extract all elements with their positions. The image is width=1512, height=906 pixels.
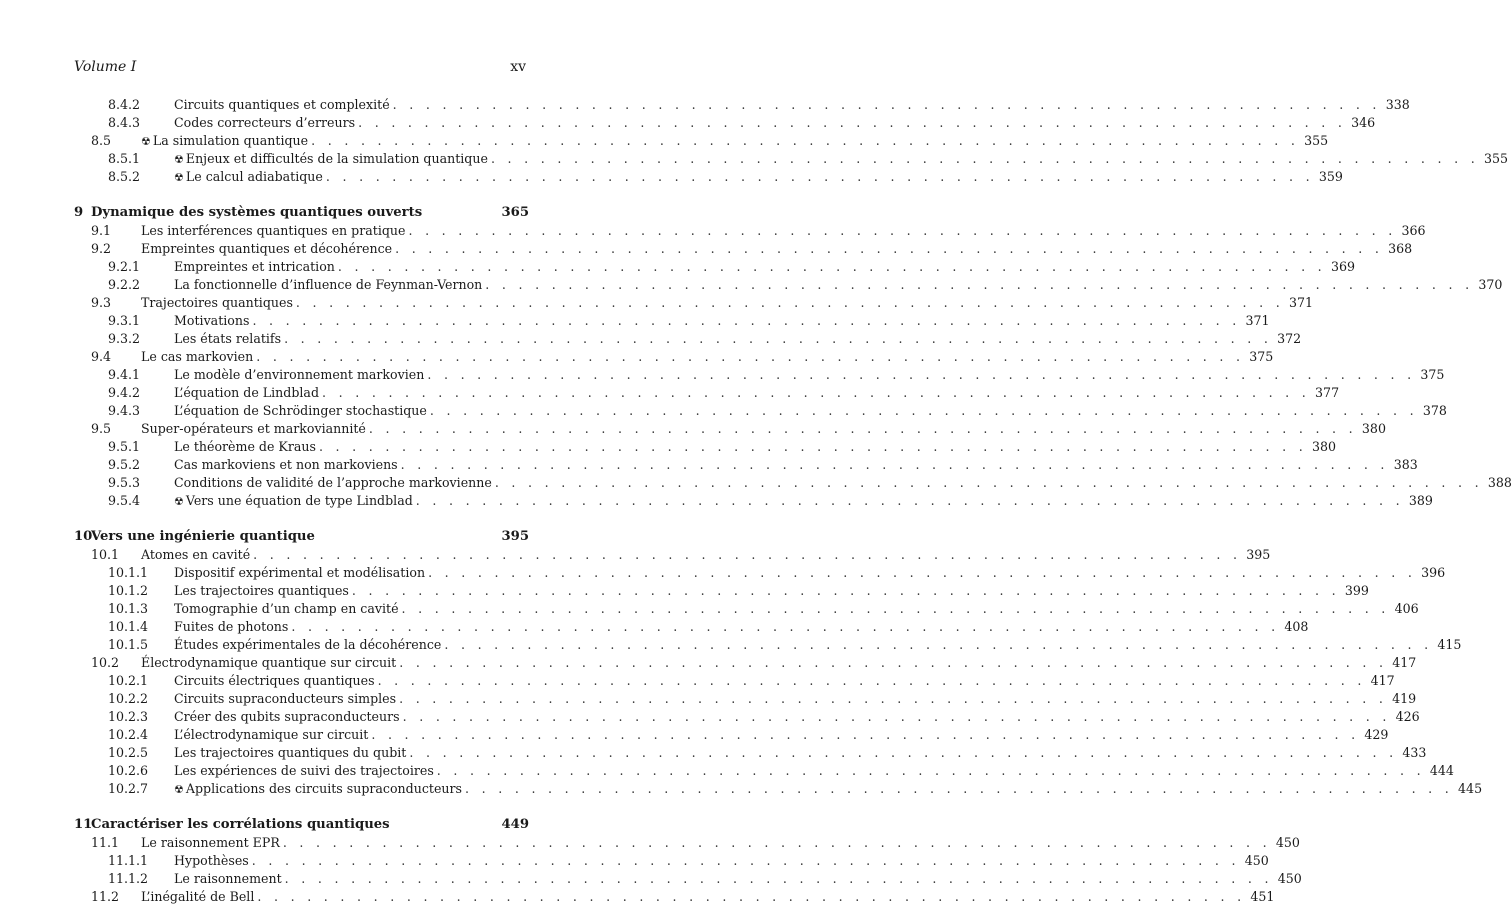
toc-page-number: 399: [1344, 583, 1369, 598]
toc-number: 9.3.1: [108, 313, 141, 328]
toc-number: 8.5.2: [108, 169, 141, 184]
toc-title: [174, 726, 368, 744]
toc-title-text: Vers une équation de type Lindblad: [185, 492, 413, 508]
dot-leader: . . . . . . . . . . . . . . . . . . . . . . . . . . . . . . . . . . . . . . . . . . . . . . . . . . . . . . . . . . . .: [311, 133, 1300, 148]
toc-page-number: 419: [1392, 691, 1417, 706]
toc-page-number: 368: [1388, 241, 1413, 256]
dot-leader: . . . . . . . . . . . . . . . . . . . . . . . . . . . . . . . . . . . . . . . . . . . . . . . . . . . . . . . . . . . .: [399, 655, 1388, 670]
toc-title-text: L’équation de Lindblad: [174, 385, 320, 400]
toc-title: [141, 834, 280, 852]
dot-leader: . . . . . . . . . . . . . . . . . . . . . . . . . . . . . . . . . . . . . . . . . . . . . . . . . . . . . . . . . . . .: [251, 853, 1240, 868]
toc-page-number: 415: [1437, 637, 1462, 652]
toc-title-text: Conditions de validité de l’approche markovienne: [174, 475, 492, 490]
toc-page-number: 359: [1318, 169, 1343, 184]
toc-number: 8.4.3: [108, 115, 141, 130]
toc-page-number: 383: [1393, 457, 1418, 472]
toc-number: 10.2.1: [108, 673, 149, 688]
toc-title-text: Caractériser les corrélations quantiques: [91, 817, 390, 832]
toc-page-number: 370: [1478, 277, 1503, 292]
toc-number: 8.4.2: [108, 97, 141, 112]
toc-title: [174, 258, 335, 276]
toc-title: [141, 132, 308, 151]
toc-title: [174, 672, 375, 690]
toc-number: 10.2.5: [108, 745, 149, 760]
toc-title: [174, 438, 316, 456]
toc-title-text: Circuits quantiques et complexité: [174, 97, 390, 112]
toc-title: [174, 708, 400, 726]
toc-subsection[interactable]: [74, 870, 1302, 888]
toc-number: 10.1.3: [108, 601, 149, 616]
chapter-spacer: [74, 186, 529, 195]
toc-page-number: 338: [1385, 97, 1410, 112]
running-header: [74, 59, 526, 79]
toc-page-number: 444: [1429, 763, 1454, 778]
toc-title-text: Le calcul adiabatique: [185, 168, 323, 184]
toc-title-text: Circuits électriques quantiques: [174, 673, 375, 688]
toc-subsection[interactable]: [74, 780, 1483, 798]
toc-subsection[interactable]: [74, 492, 1433, 510]
toc-page-number: 355: [1483, 151, 1509, 166]
toc-title: [141, 420, 366, 438]
toc-title-text: Fuites de photons: [174, 619, 289, 634]
chapter-spacer: [74, 798, 529, 807]
toc-number: 9.4.3: [108, 403, 141, 418]
toc-title-text: La fonctionnelle d’influence de Feynman-Vernon: [174, 277, 483, 292]
toc-title: [141, 240, 392, 258]
toc-page-number: 450: [1244, 853, 1269, 868]
dot-leader: . . . . . . . . . . . . . . . . . . . . . . . . . . . . . . . . . . . . . . . . . . . . . . . . . . . . . . . . . . . .: [401, 601, 1390, 616]
toc-title: [174, 690, 396, 708]
chapter-spacer: [74, 510, 529, 519]
dot-leader: . . . . . . . . . . . . . . . . . . . . . . . . . . . . . . . . . . . . . . . . . . . . . . . . . . . . . . . . . . . .: [358, 115, 1347, 130]
dot-leader: . . . . . . . . . . . . . . . . . . . . . . . . . . . . . . . . . . . . . . . . . . . . . . . . . . . . . . . . . . . .: [377, 673, 1366, 688]
toc-title: [174, 456, 398, 474]
toc-title: [174, 492, 413, 511]
dot-leader: . . . . . . . . . . . . . . . . . . . . . . . . . . . . . . . . . . . . . . . . . . . . . . . . . . . . . . . . . . . .: [395, 241, 1384, 256]
toc-title-text: Le modèle d’environnement markovien: [174, 367, 425, 382]
toc-subsection[interactable]: [74, 168, 1343, 186]
toc-number: 10.1.4: [108, 619, 149, 634]
toc-number: 9.5.1: [108, 439, 141, 454]
toc-number: 10: [74, 529, 93, 544]
toc-number: 11.2: [91, 889, 120, 904]
dot-leader: . . . . . . . . . . . . . . . . . . . . . . . . . . . . . . . . . . . . . . . . . . . . . . . . . . . . . . . . . . . .: [494, 475, 1483, 490]
toc-number: 9.2: [91, 241, 112, 256]
toc-number: 8.5.1: [108, 151, 141, 166]
toc-title-text: Les trajectoires quantiques: [174, 583, 349, 598]
toc-page-number: 406: [1394, 601, 1419, 616]
dot-leader: . . . . . . . . . . . . . . . . . . . . . . . . . . . . . . . . . . . . . . . . . . . . . . . . . . . . . . . . . . . .: [409, 745, 1398, 760]
toc-title-text: Atomes en cavité: [141, 547, 251, 562]
toc-number: 10.1.2: [108, 583, 149, 598]
toc-title: [141, 888, 254, 906]
toc-title-text: Électrodynamique quantique sur circuit: [141, 655, 397, 670]
toc-number: 10.2: [91, 655, 120, 670]
toc-section[interactable]: [74, 222, 1426, 240]
toc-title-text: Les interférences quantiques en pratique: [141, 223, 406, 238]
dot-leader: . . . . . . . . . . . . . . . . . . . . . . . . . . . . . . . . . . . . . . . . . . . . . . . . . . . . . . . . . . . .: [322, 385, 1311, 400]
toc-title-text: Cas markoviens et non markoviens: [174, 457, 398, 472]
toc-page-number: 346: [1351, 115, 1376, 130]
dot-leader: . . . . . . . . . . . . . . . . . . . . . . . . . . . . . . . . . . . . . . . . . . . . . . . . . . . . . . . . . . . .: [284, 331, 1273, 346]
toc-number: 9.4.2: [108, 385, 141, 400]
table-of-contents: [74, 96, 1512, 906]
toc-subsection[interactable]: [74, 438, 1337, 456]
toc-subsection[interactable]: [74, 402, 1447, 420]
toc-number: 9.3.2: [108, 331, 141, 346]
toc-title-text: Le raisonnement EPR: [141, 835, 280, 850]
toc-section[interactable]: [74, 294, 1313, 312]
toc-page-number: 371: [1288, 295, 1313, 310]
toc-title-text: Codes correcteurs d’erreurs: [174, 115, 356, 130]
toc-title: [91, 816, 390, 834]
toc-title-text: Motivations: [174, 313, 250, 328]
toc-title: [174, 744, 406, 762]
toc-page-number: 375: [1420, 367, 1445, 382]
toc-subsection[interactable]: [74, 96, 1410, 114]
toc-subsection[interactable]: [74, 258, 1355, 276]
dot-leader: . . . . . . . . . . . . . . . . . . . . . . . . . . . . . . . . . . . . . . . . . . . . . . . . . . . . . . . . . . . .: [371, 727, 1360, 742]
toc-subsection[interactable]: [74, 726, 1389, 744]
dot-leader: . . . . . . . . . . . . . . . . . . . . . . . . . . . . . . . . . . . . . . . . . . . . . . . . . . . . . . . . . . . .: [429, 403, 1418, 418]
toc-number: 10.1: [91, 547, 120, 562]
toc-number: 10.2.7: [108, 781, 149, 796]
toc-page-number: 433: [1402, 745, 1427, 760]
toc-page-number: 451: [1250, 889, 1275, 904]
toc-title: [174, 618, 288, 636]
dot-leader: . . . . . . . . . . . . . . . . . . . . . . . . . . . . . . . . . . . . . . . . . . . . . . . . . . . . . . . . . . . .: [368, 421, 1357, 436]
dot-leader: . . . . . . . . . . . . . . . . . . . . . . . . . . . . . . . . . . . . . . . . . . . . . . . . . . . . . . . . . . . .: [400, 457, 1389, 472]
toc-title-text: Trajectoires quantiques: [141, 295, 293, 310]
dot-leader: . . . . . . . . . . . . . . . . . . . . . . . . . . . . . . . . . . . . . . . . . . . . . . . . . . . . . . . . . . . .: [291, 619, 1280, 634]
toc-number: 11.1.1: [108, 853, 149, 868]
toc-title-text: Dynamique des systèmes quantiques ouverts: [91, 205, 423, 220]
toc-title: [174, 780, 462, 799]
toc-subsection[interactable]: [74, 366, 1445, 384]
dot-leader: . . . . . . . . . . . . . . . . . . . . . . . . . . . . . . . . . . . . . . . . . . . . . . . . . . . . . . . . . . . .: [485, 277, 1474, 292]
toc-subsection[interactable]: [74, 672, 1395, 690]
toc-subsection[interactable]: [74, 150, 1509, 168]
toc-title: [141, 222, 405, 240]
toc-page-number: 449: [501, 817, 529, 832]
toc-subsection[interactable]: [74, 564, 1446, 582]
toc-title: [141, 348, 253, 366]
toc-title: [174, 852, 249, 870]
dot-leader: . . . . . . . . . . . . . . . . . . . . . . . . . . . . . . . . . . . . . . . . . . . . . . . . . . . . . . . . . . . .: [318, 439, 1308, 454]
toc-title: [174, 96, 390, 114]
toc-title-text: Empreintes quantiques et décohérence: [141, 241, 393, 256]
toc-number: 9.2.2: [108, 277, 141, 292]
dot-leader: . . . . . . . . . . . . . . . . . . . . . . . . . . . . . . . . . . . . . . . . . . . . . . . . . . . . . . . . . . . .: [490, 151, 1480, 166]
toc-number: 10.2.3: [108, 709, 149, 724]
toc-section[interactable]: [74, 132, 1329, 150]
toc-title: [174, 564, 425, 582]
toc-title: [174, 870, 282, 888]
toc-chapter[interactable]: [74, 816, 529, 834]
toc-page-number: 396: [1421, 565, 1446, 580]
toc-title-text: Le théorème de Kraus: [174, 439, 316, 454]
toc-page-number: 371: [1245, 313, 1270, 328]
toc-title: [174, 330, 281, 348]
dot-leader: . . . . . . . . . . . . . . . . . . . . . . . . . . . . . . . . . . . . . . . . . . . . . . . . . . . . . . . . . . . .: [392, 97, 1381, 112]
toc-page-number: 389: [1408, 493, 1433, 508]
toc-number: 9.3: [91, 295, 112, 310]
toc-number: 10.2.2: [108, 691, 149, 706]
toc-section[interactable]: [74, 654, 1417, 672]
toc-chapter[interactable]: [74, 528, 529, 546]
toc-number: 10.1.1: [108, 565, 149, 580]
toc-page-number: 450: [1277, 871, 1302, 886]
toc-title-text: Hypothèses: [174, 853, 249, 868]
dot-leader: . . . . . . . . . . . . . . . . . . . . . . . . . . . . . . . . . . . . . . . . . . . . . . . . . . . . . . . . . . . .: [399, 691, 1388, 706]
dot-leader: . . . . . . . . . . . . . . . . . . . . . . . . . . . . . . . . . . . . . . . . . . . . . . . . . . . . . . . . . . . .: [428, 565, 1417, 580]
toc-title-text: Empreintes et intrication: [174, 259, 335, 274]
toc-title: [174, 150, 488, 169]
toc-page-number: 445: [1458, 781, 1483, 796]
toc-title: [174, 762, 434, 780]
dot-leader: . . . . . . . . . . . . . . . . . . . . . . . . . . . . . . . . . . . . . . . . . . . . . . . . . . . . . . . . . . . .: [351, 583, 1340, 598]
toc-section[interactable]: [74, 348, 1274, 366]
toc-title-text: Enjeux et difficultés de la simulation quantique: [185, 150, 488, 166]
toc-subsection[interactable]: [74, 852, 1269, 870]
toc-page-number: 388: [1487, 475, 1512, 490]
toc-title-text: Les trajectoires quantiques du qubit: [174, 745, 407, 760]
dot-leader: . . . . . . . . . . . . . . . . . . . . . . . . . . . . . . . . . . . . . . . . . . . . . . . . . . . . . . . . . . . .: [282, 835, 1271, 850]
toc-title-text: Applications des circuits supraconducteurs: [185, 780, 463, 796]
toc-page-number: 429: [1364, 727, 1389, 742]
dot-leader: . . . . . . . . . . . . . . . . . . . . . . . . . . . . . . . . . . . . . . . . . . . . . . . . . . . . . . . . . . . .: [465, 781, 1454, 796]
toc-page-number: 417: [1392, 655, 1417, 670]
toc-subsection[interactable]: [74, 618, 1309, 636]
toc-title: [174, 114, 355, 132]
dot-leader: . . . . . . . . . . . . . . . . . . . . . . . . . . . . . . . . . . . . . . . . . . . . . . . . . . . . . . . . . . . .: [337, 259, 1326, 274]
dot-leader: . . . . . . . . . . . . . . . . . . . . . . . . . . . . . . . . . . . . . . . . . . . . . . . . . . . . . . . . . . . .: [253, 547, 1242, 562]
toc-title: [174, 636, 441, 654]
radioactive-icon: ☢: [174, 170, 184, 184]
toc-title-text: Créer des qubits supraconducteurs: [174, 709, 400, 724]
toc-number: 9: [74, 205, 84, 220]
toc-title: [174, 384, 319, 402]
toc-page-number: 372: [1277, 331, 1302, 346]
toc-page-number: 365: [501, 205, 529, 220]
toc-title: [174, 366, 424, 384]
toc-section[interactable]: [74, 420, 1386, 438]
dot-leader: . . . . . . . . . . . . . . . . . . . . . . . . . . . . . . . . . . . . . . . . . . . . . . . . . . . . . . . . . . . .: [256, 349, 1245, 364]
toc-title-text: Le cas markovien: [141, 349, 254, 364]
toc-page-number: 450: [1275, 835, 1300, 850]
toc-section[interactable]: [74, 834, 1300, 852]
dot-leader: . . . . . . . . . . . . . . . . . . . . . . . . . . . . . . . . . . . . . . . . . . . . . . . . . . . . . . . . . . . .: [257, 889, 1246, 904]
toc-page-number: 395: [501, 529, 529, 544]
toc-title-text: Le raisonnement: [174, 871, 282, 886]
toc-subsection[interactable]: [74, 330, 1302, 348]
toc-number: 9.5.4: [108, 493, 141, 508]
toc-subsection[interactable]: [74, 474, 1512, 492]
toc-subsection[interactable]: [74, 708, 1420, 726]
toc-subsection[interactable]: [74, 114, 1376, 132]
toc-title-text: Études expérimentales de la décohérence: [174, 637, 442, 652]
volume-label: Volume I: [74, 59, 137, 75]
toc-title-text: Les états relatifs: [174, 331, 282, 346]
toc-number: 9.4: [91, 349, 112, 364]
toc-subsection[interactable]: [74, 582, 1369, 600]
toc-page-number: 375: [1249, 349, 1274, 364]
toc-subsection[interactable]: [74, 690, 1417, 708]
toc-title-text: Super-opérateurs et markoviannité: [141, 421, 366, 436]
toc-number: 9.5: [91, 421, 112, 436]
toc-title-text: L’équation de Schrödinger stochastique: [174, 403, 427, 418]
dot-leader: . . . . . . . . . . . . . . . . . . . . . . . . . . . . . . . . . . . . . . . . . . . . . . . . . . . . . . . . . . . .: [408, 223, 1397, 238]
toc-page-number: 395: [1246, 547, 1271, 562]
toc-chapter[interactable]: [74, 204, 529, 222]
toc-title: [174, 600, 399, 618]
toc-number: 9.2.1: [108, 259, 141, 274]
dot-leader: . . . . . . . . . . . . . . . . . . . . . . . . . . . . . . . . . . . . . . . . . . . . . . . . . . . . . . . . . . . .: [252, 313, 1241, 328]
toc-title: [174, 402, 427, 420]
toc-section[interactable]: [74, 240, 1413, 258]
toc-subsection[interactable]: [74, 600, 1419, 618]
dot-leader: . . . . . . . . . . . . . . . . . . . . . . . . . . . . . . . . . . . . . . . . . . . . . . . . . . . . . . . . . . . .: [284, 871, 1273, 886]
toc-subsection[interactable]: [74, 312, 1270, 330]
toc-title: [141, 294, 293, 312]
toc-number: 9.4.1: [108, 367, 141, 382]
radioactive-icon: ☢: [174, 152, 184, 166]
toc-page-number: 366: [1401, 223, 1426, 238]
dot-leader: . . . . . . . . . . . . . . . . . . . . . . . . . . . . . . . . . . . . . . . . . . . . . . . . . . . . . . . . . . . .: [402, 709, 1391, 724]
toc-page-number: 380: [1361, 421, 1386, 436]
toc-subsection[interactable]: [74, 276, 1503, 294]
toc-title-text: L’électrodynamique sur circuit: [174, 727, 369, 742]
toc-page-number: 369: [1330, 259, 1355, 274]
toc-title-text: Circuits supraconducteurs simples: [174, 691, 397, 706]
toc-number: 11.1: [91, 835, 120, 850]
toc-title-text: Dispositif expérimental et modélisation: [174, 565, 426, 580]
toc-section[interactable]: [74, 888, 1275, 906]
page-number: xv: [510, 59, 526, 75]
toc-title-text: Vers une ingénierie quantique: [91, 529, 315, 544]
toc-page-number: 417: [1370, 673, 1395, 688]
toc-page-number: 378: [1422, 403, 1447, 418]
toc-title: [91, 204, 422, 222]
dot-leader: . . . . . . . . . . . . . . . . . . . . . . . . . . . . . . . . . . . . . . . . . . . . . . . . . . . . . . . . . . . .: [427, 367, 1416, 382]
toc-number: 10.2.4: [108, 727, 149, 742]
dot-leader: . . . . . . . . . . . . . . . . . . . . . . . . . . . . . . . . . . . . . . . . . . . . . . . . . . . . . . . . . . . .: [415, 493, 1404, 508]
toc-subsection[interactable]: [74, 744, 1427, 762]
toc-number: 9.5.3: [108, 475, 141, 490]
toc-title: [91, 528, 315, 546]
toc-title: [141, 654, 396, 672]
toc-title: [174, 474, 492, 492]
toc-title-text: La simulation quantique: [152, 132, 309, 148]
toc-title: [174, 276, 482, 294]
dot-leader: . . . . . . . . . . . . . . . . . . . . . . . . . . . . . . . . . . . . . . . . . . . . . . . . . . . . . . . . . . . .: [325, 169, 1314, 184]
toc-number: 10.1.5: [108, 637, 149, 652]
toc-title-text: L’inégalité de Bell: [141, 889, 255, 904]
toc-subsection[interactable]: [74, 384, 1340, 402]
toc-page-number: 408: [1284, 619, 1309, 634]
toc-subsection[interactable]: [74, 456, 1418, 474]
toc-title-text: Tomographie d’un champ en cavité: [174, 601, 399, 616]
toc-title: [174, 168, 323, 187]
dot-leader: . . . . . . . . . . . . . . . . . . . . . . . . . . . . . . . . . . . . . . . . . . . . . . . . . . . . . . . . . . . .: [444, 637, 1433, 652]
toc-title: [141, 546, 250, 564]
toc-number: 11: [74, 817, 93, 832]
toc-page-number: 355: [1304, 133, 1329, 148]
dot-leader: . . . . . . . . . . . . . . . . . . . . . . . . . . . . . . . . . . . . . . . . . . . . . . . . . . . . . . . . . . . .: [436, 763, 1425, 778]
toc-number: 11.1.2: [108, 871, 149, 886]
toc-title: [174, 312, 249, 330]
toc-section[interactable]: [74, 546, 1271, 564]
toc-subsection[interactable]: [74, 762, 1454, 780]
toc-page-number: 380: [1311, 439, 1337, 454]
toc-page-number: 377: [1315, 385, 1340, 400]
toc-title: [174, 582, 349, 600]
toc-title-text: Les expériences de suivi des trajectoires: [174, 763, 434, 778]
toc-number: 9.1: [91, 223, 112, 238]
radioactive-icon: ☢: [174, 494, 184, 508]
toc-number: 10.2.6: [108, 763, 149, 778]
radioactive-icon: ☢: [141, 134, 151, 148]
toc-page-number: 426: [1395, 709, 1420, 724]
toc-number: 8.5: [91, 133, 112, 148]
dot-leader: . . . . . . . . . . . . . . . . . . . . . . . . . . . . . . . . . . . . . . . . . . . . . . . . . . . . . . . . . . . .: [295, 295, 1284, 310]
radioactive-icon: ☢: [174, 782, 184, 796]
toc-subsection[interactable]: [74, 636, 1462, 654]
toc-number: 9.5.2: [108, 457, 141, 472]
